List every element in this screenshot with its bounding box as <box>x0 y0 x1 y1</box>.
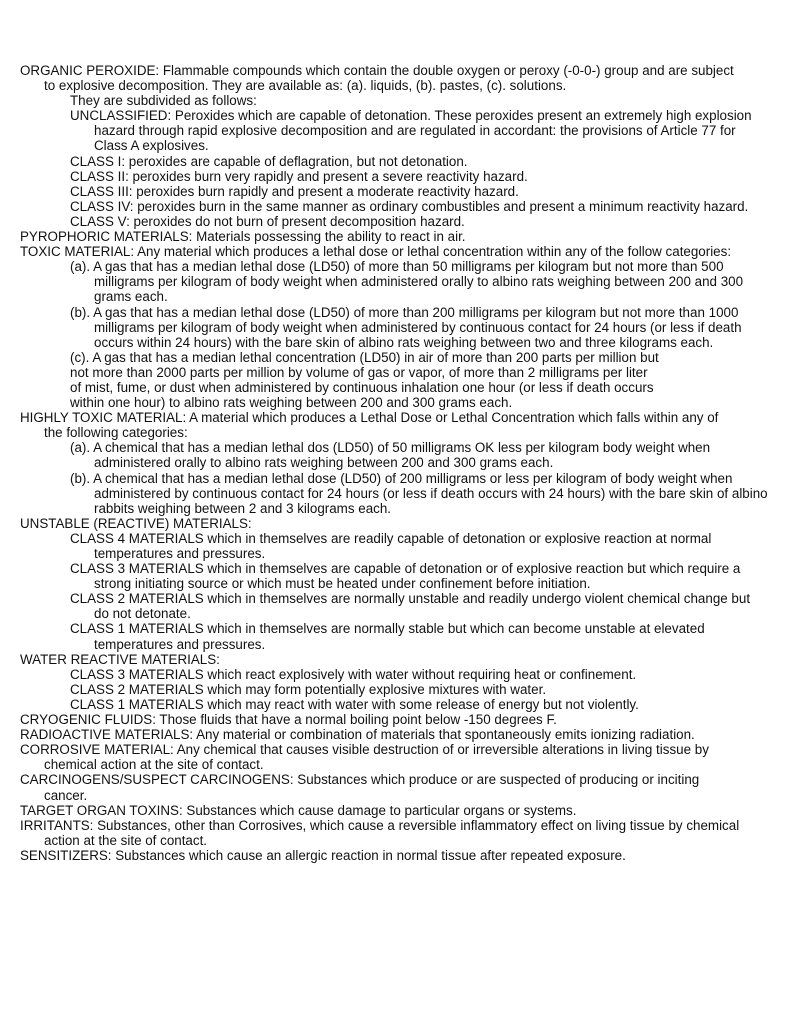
definition-term-line: RADIOACTIVE MATERIALS: Any material or combination of materials that spontaneously emits ionizing radiation. <box>20 727 695 743</box>
definition-term-line: TARGET ORGAN TOXINS: Substances which cause damage to particular organs or systems. <box>20 802 577 818</box>
definition-sensitizers <box>0 848 800 863</box>
sub-item-class-3: CLASS 3 MATERIALS which react explosively with water without requiring heat or confinement. <box>70 666 637 682</box>
sub-item-class-iii: CLASS III: peroxides burn rapidly and present a moderate reactivity hazard. <box>70 183 519 199</box>
sub-item-b: (b). A gas that has a median lethal dose (LD50) of more than 200 milligrams per kilogram but not more than 1000 <box>70 304 739 320</box>
definition-continuation-line: the following categories: <box>44 425 188 441</box>
definition-term-line: ORGANIC PEROXIDE: Flammable compounds which contain the double oxygen or peroxy (-0-0-) group and are subject <box>20 63 734 78</box>
definition-corrosive <box>0 742 800 772</box>
sub-item-unclassified: UNCLASSIFIED: Peroxides which are capable of detonation. These peroxides present an extremely high explosion <box>70 108 752 124</box>
sub-item-c: (c). A gas that has a median lethal concentration (LD50) in air of more than 200 parts per million but <box>70 349 659 365</box>
sub-item-continuation: of mist, fume, or dust when administered by continuous inhalation one hour (or less if death occurs <box>70 379 654 395</box>
definition-continuation-line: cancer. <box>44 787 88 803</box>
sub-item-class-iv: CLASS IV: peroxides burn in the same manner as ordinary combustibles and present a minimum reactivity hazard. <box>70 198 749 214</box>
definition-term-line: WATER REACTIVE MATERIALS: <box>20 651 220 667</box>
definition-target-organ-toxins <box>0 803 800 818</box>
sub-item-b: (b). A chemical that has a median lethal dose (LD50) of 200 milligrams or less per kilogram of body weight when <box>70 470 733 486</box>
sub-item-continuation: occurs within 24 hours) with the bare skin of albino rats weighing between two and three kilograms each. <box>94 334 714 350</box>
sub-item-class-2: CLASS 2 MATERIALS which may form potentially explosive mixtures with water. <box>70 681 547 697</box>
sub-item-continuation: within one hour) to albino rats weighing between 200 and 300 grams each. <box>70 395 513 411</box>
sub-item-continuation: strong initiating source or which must be heated under confinement before initiation. <box>94 576 591 592</box>
sub-item-class-4: CLASS 4 MATERIALS which in themselves are readily capable of detonation or explosive reaction at normal <box>70 530 712 546</box>
sub-item-continuation: do not detonate. <box>94 606 191 622</box>
definition-continuation-line: to explosive decomposition. They are available as: (a). liquids, (b). pastes, (c). solutions. <box>44 78 567 94</box>
definition-term-line: TOXIC MATERIAL: Any material which produces a lethal dose or lethal concentration within any of the follow categories: <box>20 244 732 260</box>
sub-item-continuation: milligrams per kilogram of body weight when administered by continuous contact for 24 hours (or less if death <box>94 319 742 335</box>
definition-pyrophoric <box>0 229 800 244</box>
definition-term-line: CORROSIVE MATERIAL: Any chemical that causes visible destruction of or irreversible alterations in living tissue by <box>20 742 709 758</box>
definition-continuation-line: chemical action at the site of contact. <box>44 757 264 773</box>
definition-highly-toxic-material <box>0 410 800 516</box>
definition-term-line: PYROPHORIC MATERIALS: Materials possessing the ability to react in air. <box>20 229 466 245</box>
sub-item-class-ii: CLASS II: peroxides burn very rapidly and present a severe reactivity hazard. <box>70 168 528 184</box>
sub-item-continuation: temperatures and pressures. <box>94 636 266 652</box>
sub-item-continuation: hazard through rapid explosive decomposition and are regulated in accordant: the provisions of Article 77 for <box>94 123 736 139</box>
sub-item-class-i: CLASS I: peroxides are capable of deflagration, but not detonation. <box>70 153 468 169</box>
definition-organic-peroxide <box>0 63 800 229</box>
definition-toxic-material <box>0 244 800 410</box>
sub-item-continuation: milligrams per kilogram of body weight when administered orally to albino rats weighing between 200 and 300 <box>94 274 744 290</box>
sub-item-a: (a). A chemical that has a median lethal dos (LD50) of 50 milligrams OK less per kilogram body weight when <box>70 440 711 456</box>
definition-irritants <box>0 818 800 848</box>
sub-item-continuation: not more than 2000 parts per million by volume of gas or vapor, of more than 2 milligrams per liter <box>70 364 648 380</box>
definition-continuation-line: action at the site of contact. <box>44 832 208 848</box>
sub-item-class-1: CLASS 1 MATERIALS which in themselves are normally stable but which can become unstable at elevated <box>70 621 705 637</box>
definition-unstable-materials <box>0 516 800 652</box>
definition-term-line: IRRITANTS: Substances, other than Corrosives, which cause a reversible inflammatory effect on living tissue by chemical <box>20 817 740 833</box>
definition-water-reactive <box>0 652 800 712</box>
sub-item-continuation: administered orally to albino rats weighing between 200 and 300 grams each. <box>94 455 554 471</box>
sub-item-continuation: rabbits weighing between 2 and 3 kilograms each. <box>94 500 392 516</box>
definition-term-line: HIGHLY TOXIC MATERIAL: A material which produces a Lethal Dose or Lethal Concentration which falls within any of <box>20 410 719 426</box>
definition-cryogenic-fluids <box>0 712 800 727</box>
sub-item-class-3: CLASS 3 MATERIALS which in themselves are capable of detonation or of explosive reaction but which require a <box>70 561 741 577</box>
definition-carcinogens <box>0 772 800 802</box>
sub-item-continuation: Class A explosives. <box>94 138 209 154</box>
sub-item-a: (a). A gas that has a median lethal dose (LD50) of more than 50 milligrams per kilogram but not more than 500 <box>70 259 724 275</box>
subdivision-intro: They are subdivided as follows: <box>70 93 257 109</box>
definition-term-line: CARCINOGENS/SUSPECT CARCINOGENS: Substances which produce or are suspected of producing or inciting <box>20 772 700 788</box>
sub-item-continuation: temperatures and pressures. <box>94 546 266 561</box>
definition-term-line: SENSITIZERS: Substances which cause an allergic reaction in normal tissue after repeated exposure. <box>20 847 626 863</box>
sub-item-class-1: CLASS 1 MATERIALS which may react with water with some release of energy but not violently. <box>70 696 639 712</box>
sub-item-class-v: CLASS V: peroxides do not burn of present decomposition hazard. <box>70 213 465 229</box>
sub-item-class-2: CLASS 2 MATERIALS which in themselves are normally unstable and readily undergo violent chemical change but <box>70 591 751 607</box>
sub-item-continuation: administered by continuous contact for 24 hours (or less if death occurs with 24 hours) with the bare skin of albino <box>94 485 768 501</box>
definition-term-line: CRYOGENIC FLUIDS: Those fluids that have a normal boiling point below -150 degrees F. <box>20 712 557 728</box>
definition-term-line: UNSTABLE (REACTIVE) MATERIALS: <box>20 515 252 531</box>
definition-radioactive <box>0 727 800 742</box>
sub-item-continuation: grams each. <box>94 289 168 305</box>
